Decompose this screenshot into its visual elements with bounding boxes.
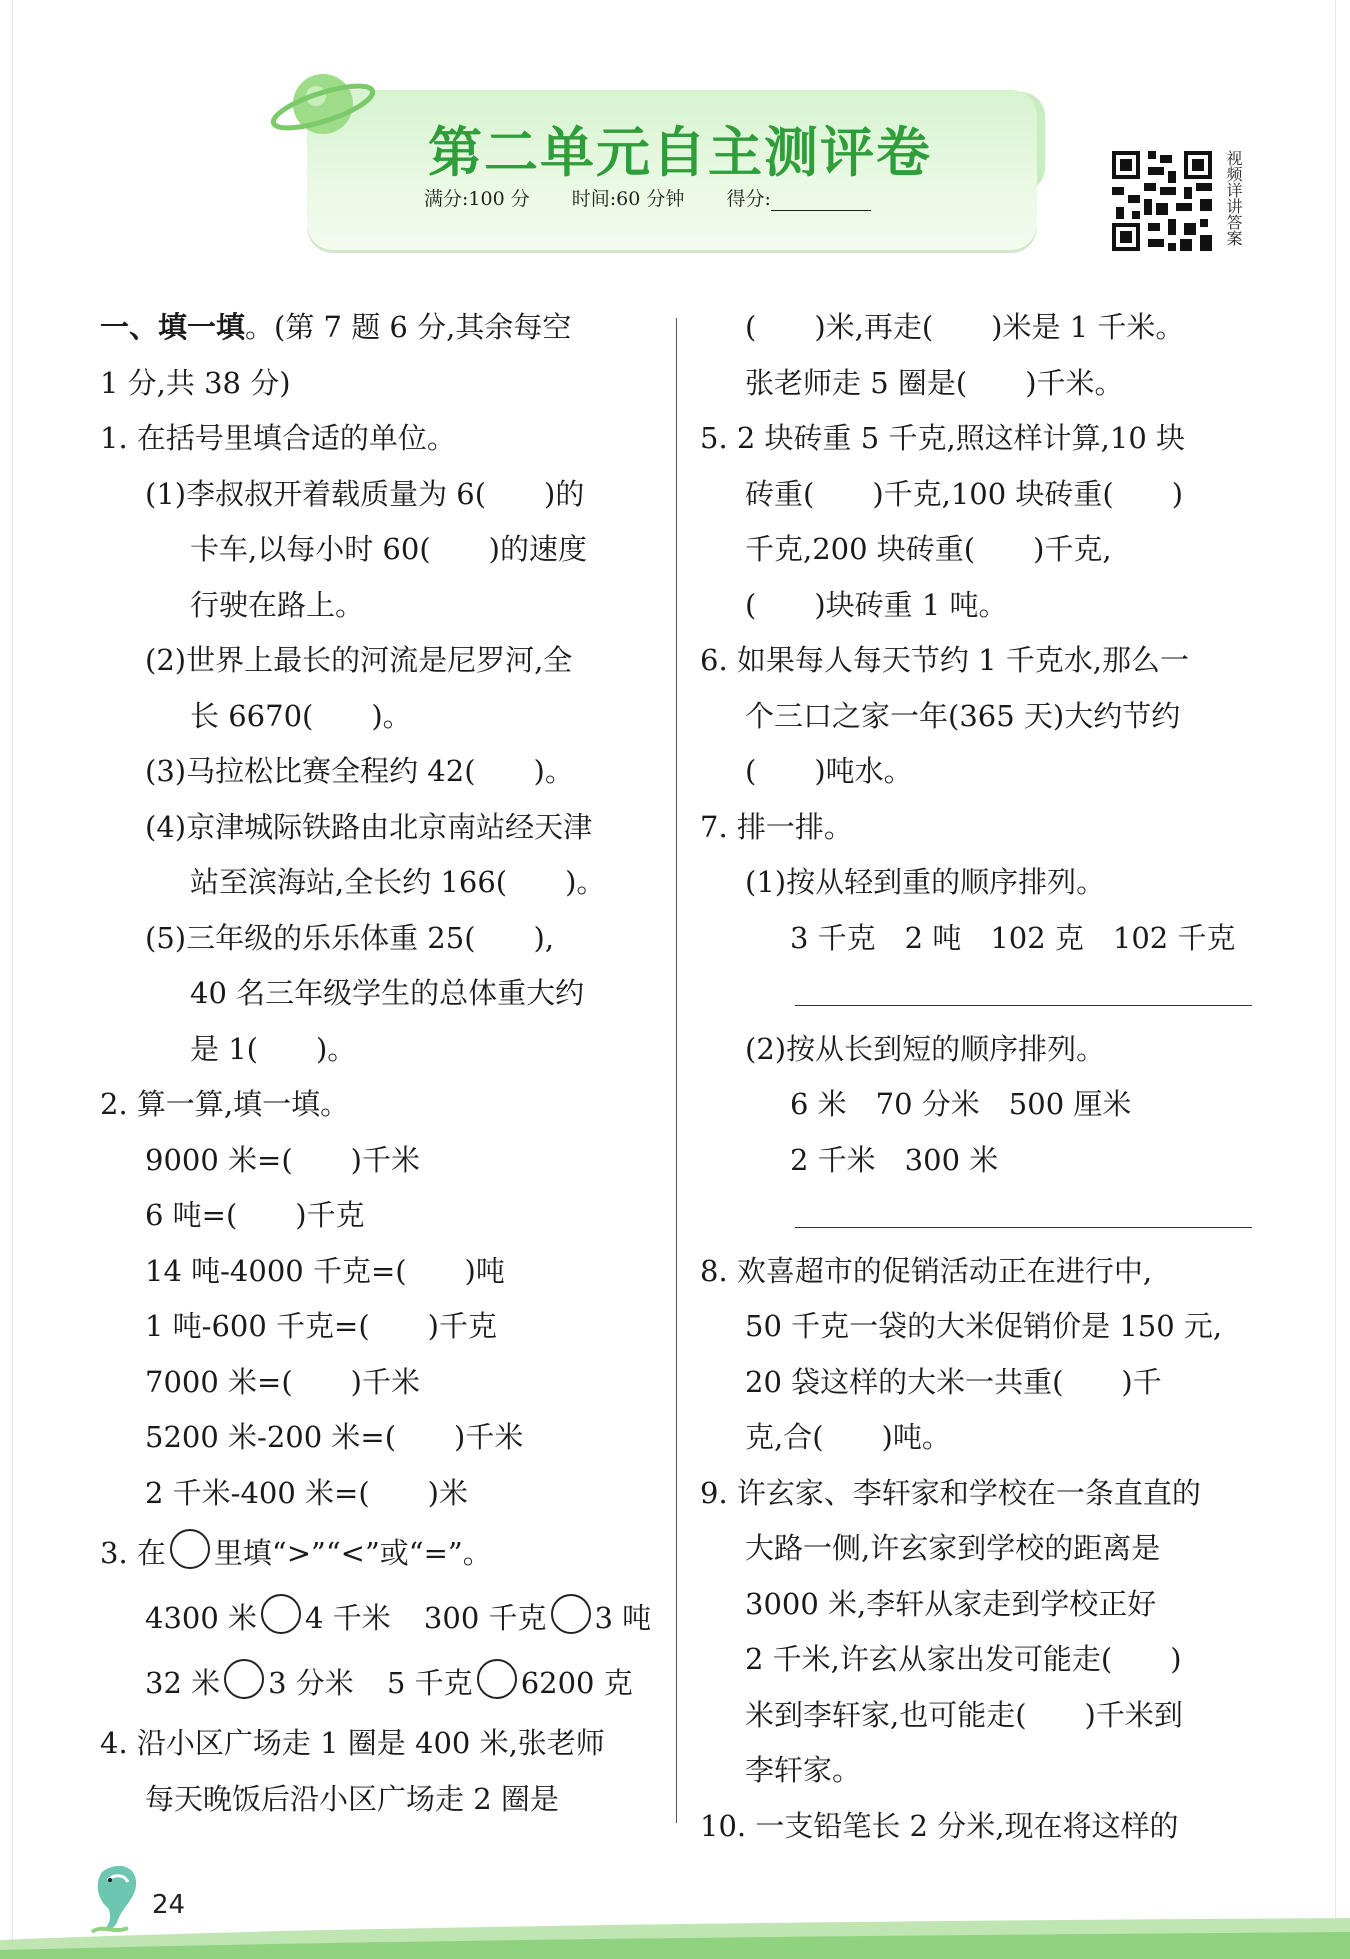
left-column-line: 5200 米-200 米=( )千米 (145, 1420, 524, 1454)
qr-code-icon[interactable] (1108, 147, 1216, 255)
q3-r1-c: 300 千克 (423, 1601, 547, 1635)
q3-intro-a: 3. 在 (100, 1536, 166, 1570)
left-column-line: 7000 米=( )千米 (145, 1364, 420, 1399)
right-column-a-line: 5. 2 块砖重 5 千克,照这样计算,10 块 (700, 421, 1186, 455)
right-column-b-line: 2 千米 300 米 (790, 1142, 999, 1177)
left-column-line: 行驶在路上。 (190, 587, 365, 622)
q3-r2-d: 6200 克 (520, 1666, 633, 1700)
right-column-c-line: 10. 一支铅笔长 2 分米,现在将这样的 (700, 1808, 1179, 1843)
time-limit: 时间:60 分钟 (571, 188, 685, 210)
left-column-line: 14 吨-4000 千克=( )吨 (145, 1253, 505, 1288)
right-column-c-line: 李轩家。 (745, 1753, 862, 1787)
dolphin-icon (88, 1860, 148, 1940)
right-column-a-line: 张老师走 5 圈是( )千米。 (745, 365, 1124, 400)
left-column-line: 1. 在括号里填合适的单位。 (100, 421, 456, 455)
q3-r2-c: 5 千克 (387, 1666, 473, 1700)
page-number: 24 (152, 1890, 186, 1920)
left-column-line: (1)李叔叔开着载质量为 6( )的 (145, 476, 585, 511)
right-column-a-line: ( )块砖重 1 吨。 (745, 587, 1008, 622)
right-column-b-line: 6 米 70 分米 500 厘米 (790, 1087, 1132, 1121)
left-tail-line: 4. 沿小区广场走 1 圈是 400 米,张老师 (100, 1726, 605, 1760)
q3-row-2 (100, 1651, 660, 1716)
right-column-c-line: 50 千克一袋的大米促销价是 150 元, (745, 1309, 1223, 1343)
score-label: 得分: (726, 188, 771, 210)
compare-circle[interactable] (224, 1659, 264, 1699)
right-column-c-line: 9. 许玄家、李轩家和学校在一条直直的 (700, 1475, 1201, 1510)
column-divider (676, 318, 677, 1823)
right-column-a-line: (1)按从轻到重的顺序排列。 (745, 865, 1106, 899)
full-score: 满分:100 分 (424, 188, 530, 210)
compare-circle[interactable] (551, 1594, 591, 1634)
left-column-line: 40 名三年级学生的总体重大约 (190, 976, 585, 1010)
page-title: 第二单元自主测评卷 (428, 121, 932, 184)
compare-circle[interactable] (261, 1594, 301, 1634)
q3-r2-a: 32 米 (145, 1666, 221, 1700)
left-column-line: 长 6670( )。 (190, 698, 412, 733)
compare-circle[interactable] (477, 1659, 517, 1699)
right-column-c-line: 2 千米,许玄从家出发可能走( ) (745, 1642, 1182, 1676)
left-column-line: (3)马拉松比赛全程约 42( )。 (145, 754, 574, 788)
right-column-c-line: 3000 米,李轩从家走到学校正好 (745, 1586, 1157, 1621)
right-column-a-line: 千克,200 块砖重( )千克, (745, 532, 1112, 566)
right-column-c-line: 米到李轩家,也可能走( )千米到 (745, 1697, 1183, 1732)
left-tail-line: 每天晚饭后沿小区广场走 2 圈是 (145, 1781, 559, 1816)
left-column-line: 2 千米-400 米=( )米 (145, 1475, 468, 1510)
q3-r1-a: 4300 米 (145, 1601, 258, 1635)
q3-row-1 (100, 1586, 660, 1651)
left-column-line: 卡车,以每小时 60( )的速度 (190, 532, 587, 566)
q3-r2-b: 3 分米 (268, 1666, 354, 1700)
q3-intro (100, 1521, 660, 1586)
footer-wave (0, 1900, 1350, 1959)
right-column-c-line: 大路一侧,许玄家到学校的距离是 (745, 1531, 1161, 1565)
left-column-line: 是 1( )。 (190, 1031, 357, 1066)
left-column-line: 1 分,共 38 分) (100, 365, 291, 400)
right-column-c-line: 8. 欢喜超市的促销活动正在进行中, (700, 1253, 1153, 1288)
right-column-a-line: ( )吨水。 (745, 754, 913, 788)
right-column-a-line: 砖重( )千克,100 块砖重( ) (745, 476, 1184, 511)
qr-label: 视频详讲答案 (1224, 150, 1243, 246)
compare-circle[interactable] (170, 1529, 210, 1569)
score-blank[interactable] (771, 192, 871, 211)
left-column-line: 6 吨=( )千克 (145, 1198, 365, 1232)
right-column-a-line: 6. 如果每人每天节约 1 千克水,那么一 (700, 643, 1189, 677)
left-column-line: (2)世界上最长的河流是尼罗河,全 (145, 643, 573, 677)
left-column-line: (5)三年级的乐乐体重 25( ), (145, 920, 555, 955)
planet-icon (268, 62, 378, 152)
right-column-a-line: 3 千克 2 吨 102 克 102 千克 (790, 920, 1236, 955)
right-column-b-line: (2)按从长到短的顺序排列。 (745, 1031, 1106, 1066)
right-column-a-line: 个三口之家一年(365 天)大约节约 (745, 698, 1181, 733)
left-column-line: 2. 算一算,填一填。 (100, 1087, 350, 1121)
left-column-line: 1 吨-600 千克=( )千克 (145, 1309, 497, 1343)
right-column-a-line: ( )米,再走( )米是 1 千米。 (745, 310, 1185, 344)
answer-line[interactable] (700, 966, 1252, 1022)
right-column (700, 300, 1252, 1854)
left-column-line: 站至滨海站,全长约 166( )。 (190, 865, 606, 899)
right-column-c-line: 20 袋这样的大米一共重( )千 (745, 1364, 1162, 1399)
q3-intro-b: 里填“>”“<”或“=”。 (213, 1536, 492, 1570)
right-column-a-line: 7. 排一排。 (700, 809, 853, 844)
answer-line[interactable] (700, 1188, 1252, 1244)
section-heading: 一、填一填 (100, 310, 246, 344)
left-column (100, 300, 660, 1827)
right-column-c-line: 克,合( )吨。 (745, 1420, 951, 1454)
q3-r1-b: 4 千米 (305, 1601, 391, 1635)
left-column-line: 9000 米=( )千米 (145, 1142, 420, 1177)
q3-r1-d: 3 吨 (594, 1601, 652, 1635)
left-column-line: 一、填一填。(第 7 题 6 分,其余每空 (100, 310, 572, 344)
score-info (424, 184, 907, 211)
left-column-line: (4)京津城际铁路由北京南站经天津 (145, 809, 593, 844)
